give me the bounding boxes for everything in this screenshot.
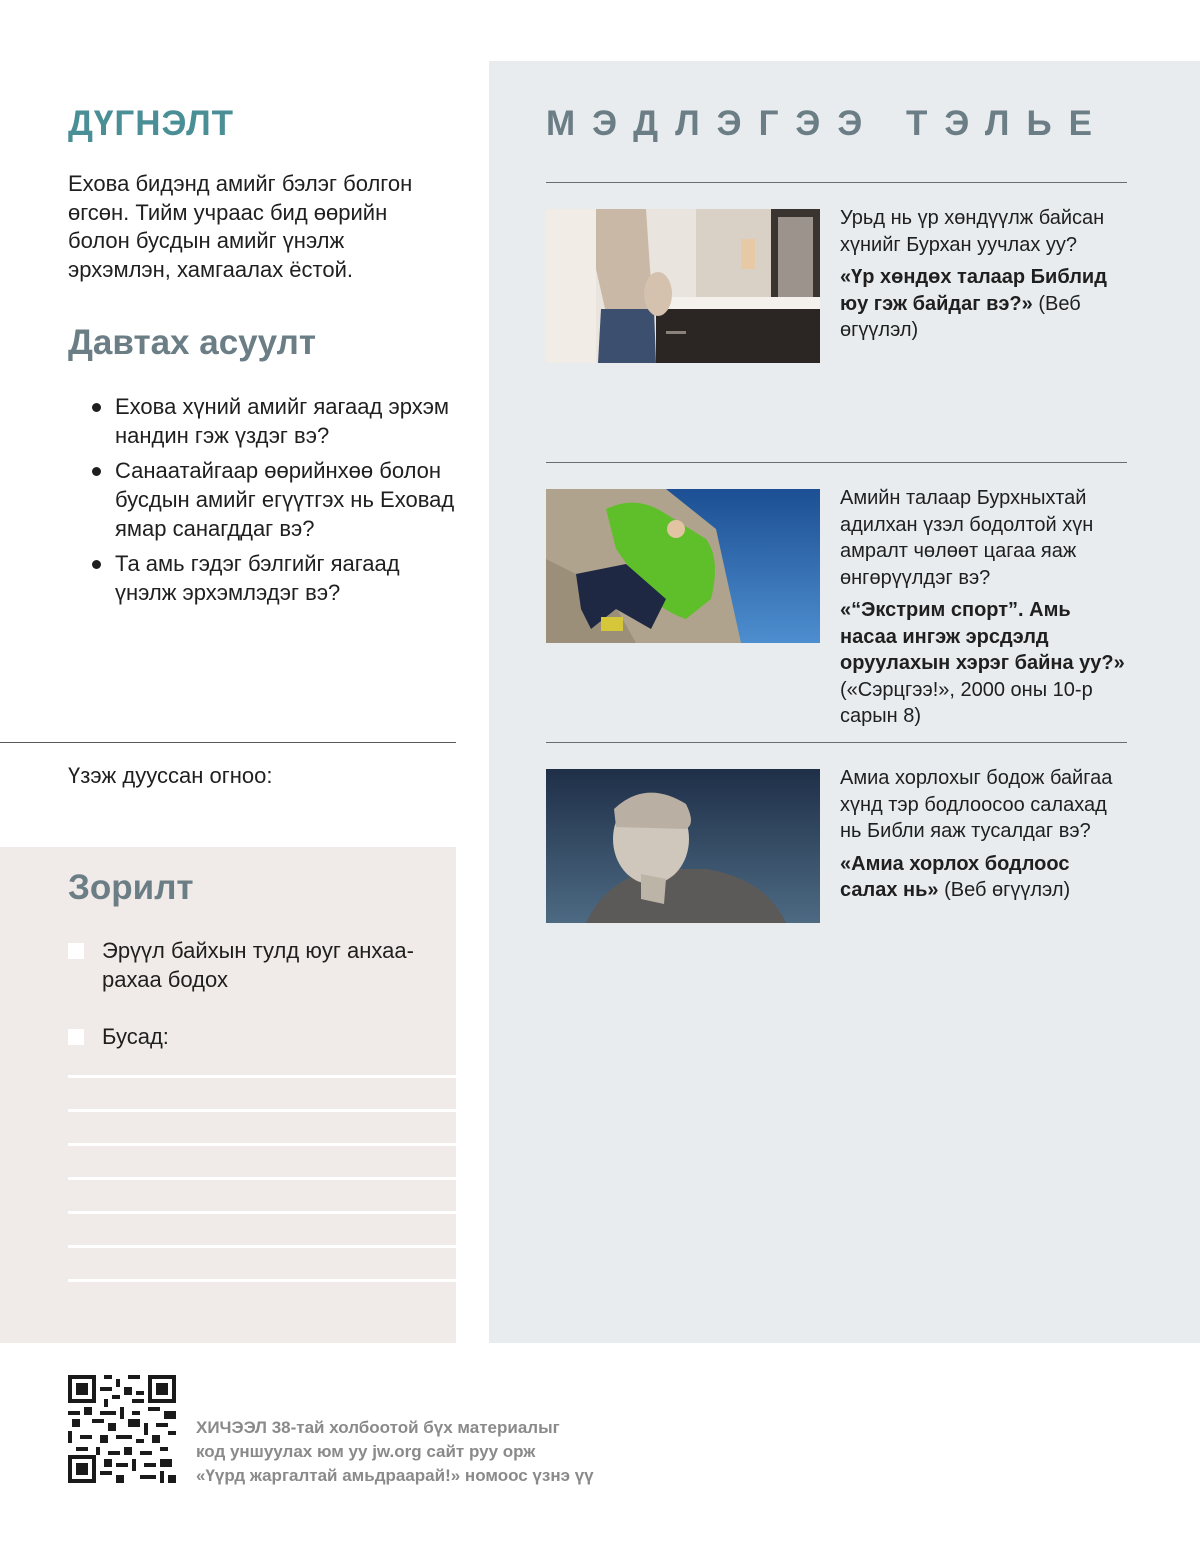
- reference-source: («Сэрцгээ!», 2000 оны 10-р сарын 8): [840, 678, 1093, 727]
- divider: [546, 462, 1127, 463]
- write-line[interactable]: [68, 1279, 456, 1282]
- checkbox[interactable]: [68, 1029, 84, 1045]
- thumbnail-pregnant-woman[interactable]: [546, 209, 820, 363]
- goal-section: [0, 847, 456, 1343]
- explore-title: МЭДЛЭГЭЭ ТЭЛЬЕ: [546, 104, 1109, 143]
- review-question: Ехова хүний амийг яагаад эрхэм нандин гэж үздэг вэ?: [92, 392, 462, 450]
- goal-item-other[interactable]: Бусад:: [68, 1022, 438, 1051]
- explore-question: Урьд нь үр хөндүүлж байсан хүнийг Бурхан уучлах уу?: [840, 207, 1105, 256]
- reference-title[interactable]: «Үр хөндөх талаар Библид юу гэж байдаг вэ?»: [840, 266, 1107, 315]
- write-line[interactable]: [68, 1143, 456, 1146]
- review-question: Санаатайгаар өөрийнхөө болон бусдын амийг егүүтгэх нь Еховад ямар санагддаг вэ?: [92, 456, 462, 543]
- thumbnail-troubled-man[interactable]: [546, 769, 820, 923]
- write-line[interactable]: [68, 1109, 456, 1112]
- explore-question: Амийн талаар Бурхныхтай адилхан үзэл бодолтой хүн амралт чөлөөт цагаа яаж өнгөрүүлдэг вэ?: [840, 487, 1094, 589]
- write-line[interactable]: [68, 1177, 456, 1180]
- footer-line: ХИЧЭЭЛ 38-тай холбоотой бүх материалыг: [196, 1418, 560, 1437]
- footer-line: код уншуулах юм уу jw.org сайт руу орж: [196, 1442, 536, 1461]
- explore-item: [840, 765, 1130, 910]
- goal-title: Зорилт: [68, 868, 194, 907]
- review-questions: [92, 392, 462, 613]
- write-line[interactable]: [68, 1075, 456, 1078]
- thumbnail-rock-climber[interactable]: [546, 489, 820, 643]
- explore-item: [840, 485, 1130, 736]
- footer-line: «Үүрд жаргалтай амьдраарай!» номоос үзнэ үү: [196, 1466, 594, 1485]
- review-question: Та амь гэдэг бэлгийг яагаад үнэлж эрхэмлэдэг вэ?: [92, 549, 462, 607]
- divider: [0, 742, 456, 743]
- bullet-icon: [92, 560, 101, 569]
- explore-item: [840, 205, 1130, 350]
- finished-date-label: Үзэж дууссан огноо:: [68, 763, 273, 788]
- reference-source: (Веб өгүүлэл): [944, 879, 1071, 901]
- divider: [546, 742, 1127, 743]
- summary-text: Ехова бидэнд амийг бэлэг болгон өгсөн. Тийм учраас бид өөрийн болон бусдын амийг үнэлж эрхэмлэн, хамгаалах ёстой.: [68, 171, 413, 282]
- bullet-icon: [92, 403, 101, 412]
- divider: [546, 182, 1127, 183]
- explore-reference[interactable]: [840, 597, 1130, 730]
- reference-title[interactable]: «“Экстрим спорт”. Амь насаа ингэж эрсдэлд оруулахын хэрэг байна уу?»: [840, 599, 1125, 674]
- reference-title[interactable]: «Амиа хорлох бодлоос салах нь»: [840, 852, 1070, 901]
- explore-reference[interactable]: [840, 851, 1130, 904]
- footer-note: [196, 1416, 656, 1488]
- write-line[interactable]: [68, 1211, 456, 1214]
- reference-source: (Веб өгүүлэл): [840, 292, 1081, 341]
- checkbox[interactable]: [68, 943, 84, 959]
- qr-code-icon[interactable]: [68, 1375, 176, 1483]
- explore-question: Амиа хорлохыг бодож байгаа хүнд тэр бодлоосоо салахад нь Библи яаж тусалдаг вэ?: [840, 767, 1113, 842]
- write-line[interactable]: [68, 1245, 456, 1248]
- summary-title: ДҮГНЭЛТ: [68, 104, 235, 143]
- explore-reference[interactable]: [840, 264, 1130, 344]
- goal-item[interactable]: Эрүүл байхын тулд юуг анхаарахаа бодох: [68, 936, 438, 994]
- bullet-icon: [92, 467, 101, 476]
- review-title: Давтах асуулт: [68, 323, 317, 362]
